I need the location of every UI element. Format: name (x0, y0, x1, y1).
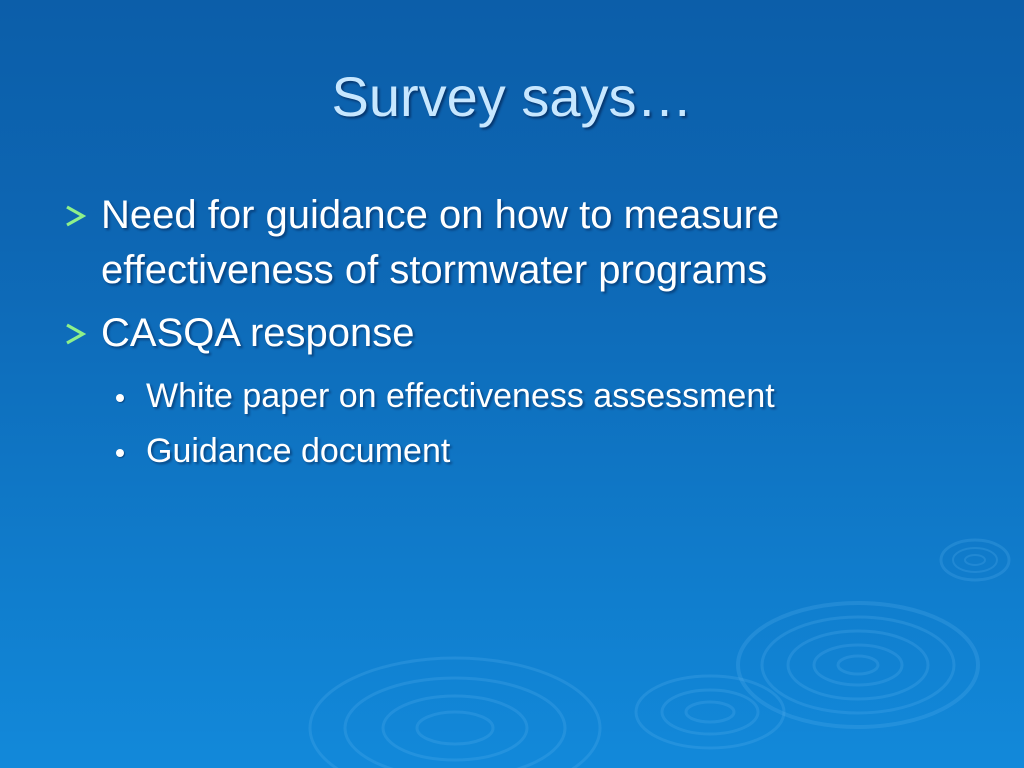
bullet-text: CASQA response (101, 311, 415, 355)
dot-bullet-icon (116, 394, 124, 402)
arrow-bullet-icon (64, 205, 86, 227)
sub-bullet-text: Guidance document (146, 432, 451, 470)
slide-title: Survey says… (331, 65, 693, 128)
sub-bullet-item (62, 424, 962, 479)
arrow-bullet-icon (64, 323, 86, 345)
bullet-text: Need for guidance on how to measure effectiveness of stormwater programs (101, 193, 780, 292)
bullet-item (62, 306, 962, 361)
bullet-list (62, 188, 962, 479)
dot-bullet-icon (116, 449, 124, 457)
sub-bullet-item (62, 369, 962, 424)
bullet-item (62, 188, 962, 298)
sub-bullet-text: White paper on effectiveness assessment (146, 377, 775, 415)
